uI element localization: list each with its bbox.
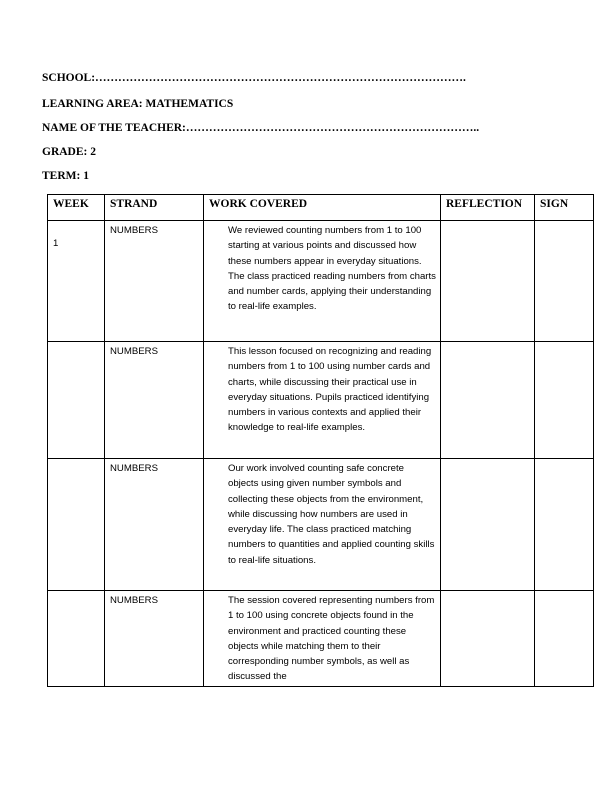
week-value (48, 459, 104, 476)
table-row (48, 342, 594, 459)
work-covered-cell (204, 459, 441, 591)
reflection-cell (441, 342, 535, 459)
teacher-name-field: NAME OF THE TEACHER:………………………………………………………………….. (42, 122, 480, 134)
sign-cell (535, 342, 594, 459)
sign-cell (535, 591, 594, 687)
school-field: SCHOOL:……………………………………………………………………………………. (42, 72, 466, 84)
sign-cell (535, 459, 594, 591)
week-value (48, 342, 104, 359)
learning-area-label: LEARNING AREA: MATHEMATICS (42, 98, 234, 110)
column-header-work-covered: WORK COVERED (204, 195, 441, 221)
grade-label: GRADE: 2 (42, 146, 96, 158)
column-header-week: WEEK (48, 195, 105, 221)
column-header-sign: SIGN (535, 195, 594, 221)
sign-cell (535, 221, 594, 342)
work-covered-cell (204, 342, 441, 459)
strand-value: NUMBERS (110, 225, 158, 236)
strand-cell (105, 342, 204, 459)
reflection-cell (441, 221, 535, 342)
records-of-work-table (47, 194, 594, 687)
strand-value: NUMBERS (110, 595, 158, 606)
work-covered-text: This lesson focused on recognizing and reading numbers from 1 to 100 using number cards and charts, while discussing their practical use in everyday situations. Pupils practiced identifying numbers in various contexts and applied their knowledge to real-life examples. (228, 346, 432, 434)
reflection-cell (441, 591, 535, 687)
work-covered-text: Our work involved counting safe concrete objects using given number symbols and collecting these objects from the environment, while discussing how numbers are used in everyday life. The class practiced matching numbers to quantities and applied counting skills to real-life situations. (228, 463, 435, 566)
week-cell (48, 342, 105, 459)
strand-value: NUMBERS (110, 463, 158, 474)
term-label: TERM: 1 (42, 170, 89, 182)
table-row (48, 591, 594, 687)
reflection-cell (441, 459, 535, 591)
table-header-row (48, 195, 594, 221)
column-header-strand: STRAND (105, 195, 204, 221)
week-cell (48, 221, 105, 342)
work-covered-cell (204, 591, 441, 687)
work-covered-text: We reviewed counting numbers from 1 to 100 starting at various points and discussed how these numbers appear in everyday situations. The class practiced reading numbers from charts and number cards, applying their understanding to real-life examples. (228, 225, 436, 313)
strand-cell (105, 459, 204, 591)
column-header-reflection: REFLECTION (441, 195, 535, 221)
table-row (48, 221, 594, 342)
table-row (48, 459, 594, 591)
week-cell (48, 591, 105, 687)
strand-cell (105, 221, 204, 342)
week-cell (48, 459, 105, 591)
work-covered-text: The session covered representing numbers from 1 to 100 using concrete objects found in the environment and practiced counting these objects while matching them to their corresponding number symbols, as well as discussed the (228, 595, 435, 683)
week-value: 1 (53, 238, 59, 249)
week-value (48, 591, 104, 608)
work-covered-cell (204, 221, 441, 342)
strand-cell (105, 591, 204, 687)
strand-value: NUMBERS (110, 346, 158, 357)
